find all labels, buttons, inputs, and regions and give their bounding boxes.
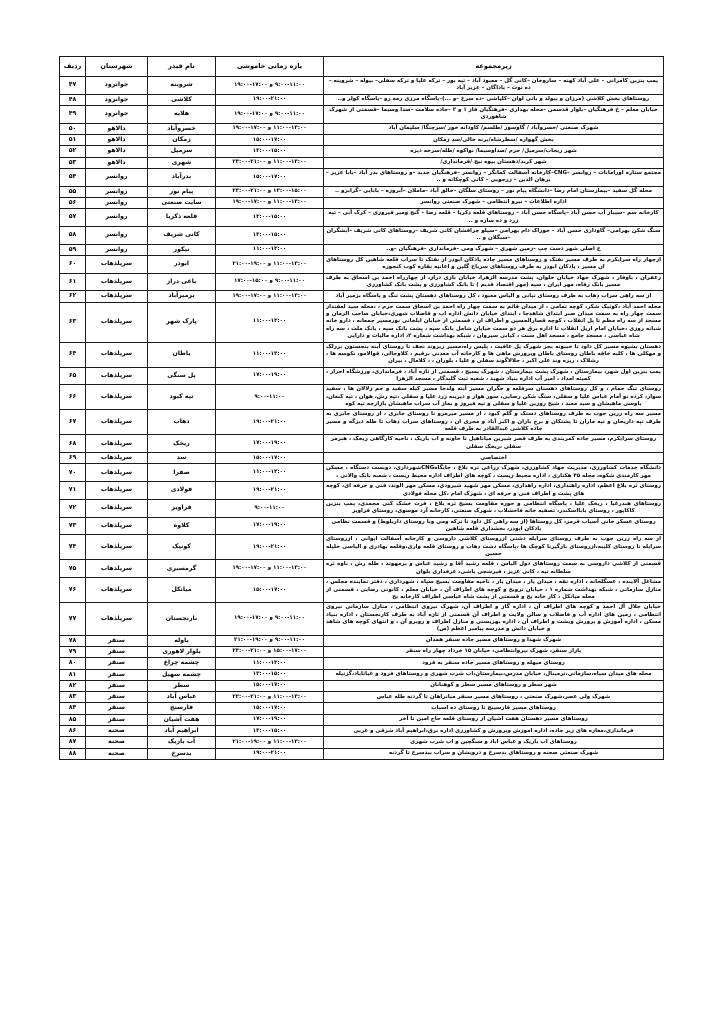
- cell-row-number: ۶۰: [60, 255, 86, 273]
- cell-time-range: ۱۵:۰۰-۱۷:۰۰: [216, 680, 324, 691]
- cell-row-number: ۴۷: [60, 77, 86, 95]
- cell-feeder-name: بدسرخ: [148, 748, 216, 759]
- cell-subset: شهر ریجاب/سرمیل/ حرم /صداوسیما/ نواکوه /طله/سرخه دیزه: [324, 146, 664, 157]
- cell-row-number: ۵۸: [60, 226, 86, 244]
- cell-time-range: ۹:۰۰-۱۱:۰۰: [216, 499, 324, 517]
- cell-feeder-name: ابوذر: [148, 255, 216, 273]
- cell-row-number: ۶۱: [60, 273, 86, 291]
- cell-subset: روستاهای بخش کلاشی (مرزان و بیولد و بانی لوان –کلیاشی –ده سرخ –و ...)–پاسگاه مرزی رمه رو –پاسگاه کولر و..: [324, 94, 664, 105]
- table-row: [60, 77, 664, 95]
- cell-time-range: ۱۵:۰۰-۱۷:۰۰: [216, 578, 324, 603]
- cell-county: روانسر: [86, 168, 148, 186]
- cell-feeder-name: عباس آباد: [148, 692, 216, 703]
- cell-subset: پمپ بنزین کامرانی – علی آباد کهنه – ساروخان –کانی گل – معبود آباد – تپه بور – ترکه علیا و ترکه سفلی– بیوله – شروینه – ده توت – باداگان – عزیز آباد: [324, 77, 664, 95]
- cell-row-number: ۷۳: [60, 517, 86, 535]
- cell-feeder-name: ابراهیم آباد: [148, 726, 216, 737]
- cell-feeder-name: قلعه ذکریا: [148, 209, 216, 227]
- cell-time-range: ۱۳:۰۰-۱۵:۰۰ و ۲۱:۰۰-۲۳:۰۰: [216, 186, 324, 197]
- table-row: [60, 186, 664, 197]
- table-row: [60, 94, 664, 105]
- cell-row-number: ۸۴: [60, 703, 86, 714]
- cell-feeder-name: کانی شریف: [148, 226, 216, 244]
- cell-feeder-name: سایت صنعتی: [148, 197, 216, 208]
- cell-county: صحنه: [86, 737, 148, 748]
- cell-feeder-name: نارنجستان: [148, 603, 216, 635]
- cell-county: جوانرود: [86, 94, 148, 105]
- cell-subset: شهر سطر و روستاهای مسیر سطر و کوهنانان: [324, 680, 664, 691]
- cell-feeder-name: سد: [148, 453, 216, 464]
- cell-time-range: ۱۷:۰۰-۱۹:۰۰: [216, 517, 324, 535]
- cell-subset: مسیر سه راه زرین جوب به طرف روستاهای دستک و گلم کبود ، از مسیر میرمرو تا روستای جابری ، از روستای جابری به طرف تپه داریخان و تپه ماران تا پشتکان و برج باران و اکبر آباد و مجری ان ، روستاهای سراب ذهاب تا طله دیزگه و مسیر جاده کلاشی عبدالقادر به طرف قلعه: [324, 410, 664, 435]
- cell-feeder-name: هفت آشیان: [148, 714, 216, 725]
- table-row: [60, 737, 664, 748]
- cell-row-number: ۷۷: [60, 603, 86, 635]
- table-row: [60, 157, 664, 168]
- cell-subset: محله گل سفید –بیمارستان امام رضا –دانشگاه پیام نور – روستای سلگان –خالق آباد –ماملان –آبروزه – بابایی –گرابرو ..: [324, 186, 664, 197]
- cell-time-range: ۱۱:۰۰-۱۳:۰۰ و ۱۹:۰۰-۲۱:۰۰: [216, 737, 324, 748]
- column-header-subset: زیرمجموعه: [324, 57, 664, 77]
- cell-row-number: ۵۵: [60, 186, 86, 197]
- cell-row-number: ۶۲: [60, 291, 86, 302]
- cell-row-number: ۵۷: [60, 209, 86, 227]
- cell-county: سرپلذهاب: [86, 517, 148, 535]
- table-row: [60, 197, 664, 208]
- cell-feeder-name: بلوار لاهوری: [148, 646, 216, 657]
- cell-feeder-name: خسروآباد: [148, 123, 216, 134]
- cell-time-range: ۱۱:۰۰-۱۳:۰۰ و ۱۷:۰۰-۱۹:۰۰: [216, 560, 324, 578]
- cell-subset: فرمانداری،مغازه های زیر جاده، اداره اموزش وپرورش و کشاورزی اداره برق،ابراهیم آباد شرقی و غربی: [324, 726, 664, 737]
- table-row: [60, 517, 664, 535]
- cell-feeder-name: کونیک: [148, 535, 216, 560]
- cell-row-number: ۵۴: [60, 168, 86, 186]
- cell-county: سرپلذهاب: [86, 291, 148, 302]
- cell-county: دالاهو: [86, 146, 148, 157]
- cell-row-number: ۶۴: [60, 342, 86, 367]
- cell-county: دالاهو: [86, 135, 148, 146]
- column-header-row-number: ردیف: [60, 57, 86, 77]
- cell-time-range: ۱۱:۰۰-۱۳:۰۰ و ۱۹:۰۰-۲۱:۰۰: [216, 255, 324, 273]
- cell-county: سرپلذهاب: [86, 255, 148, 273]
- cell-row-number: ۸۷: [60, 737, 86, 748]
- cell-subset: بخش گهواره /سطرشاه/برنه خالی/سد زمکان: [324, 135, 664, 146]
- cell-feeder-name: نیکور: [148, 244, 216, 255]
- cell-subset: خیابان جلال آل احمد و کوچه های اطراف آن ، اداره گاز و اطراف آن، شهرک نیروی انتظامی ، منازل سازمانی نیروی انتظامی ، زمین های اداره آب و فاضلاب و سالن ولایت و اطراف آن قسمتی از تازه آباد به طرف کارنجستان ، اداره بنیاد مسکن ، اداره آموزش و پرورش ویشت و اطراف آن ، اداره بهزیستی و منازل اطراف و روبرو آن ، و انتهای کوچه های شاهد و خیابان دانش و مدرسه پیامبر اعظم (ص): [324, 603, 664, 635]
- cell-time-range: ۱۵:۰۰-۱۷:۰۰: [216, 703, 324, 714]
- column-header-time-range: بازه زمانی خاموشی: [216, 57, 324, 77]
- cell-time-range: ۱۷:۰۰-۱۹:۰۰: [216, 714, 324, 725]
- cell-county: سرپلذهاب: [86, 482, 148, 500]
- cell-feeder-name: میانکل: [148, 578, 216, 603]
- cell-feeder-name: کلاشی: [148, 94, 216, 105]
- table-row: [60, 646, 664, 657]
- cell-row-number: ۷۱: [60, 482, 86, 500]
- cell-feeder-name: صفرا: [148, 464, 216, 482]
- table-row: [60, 123, 664, 134]
- cell-time-range: ۱۷:۰۰-۱۹:۰۰: [216, 435, 324, 453]
- cell-county: سرپلذهاب: [86, 435, 148, 453]
- cell-subset: شهرک ولی عصر،شهرک صنعتی ، روستاهای مسیر سنقر میانراهان تا گردنه طله عباس: [324, 692, 664, 703]
- cell-subset: مجتمع ستاره اورامانات – روانسر –CNG–کارخانه آسفالت کمانگر – روانسر –فرهنگیان جدید –و روستاهای بدر آباد –بابا عزیز – برهان الدین – زرجویی – کانی کوچکانه و ..: [324, 168, 664, 186]
- cell-county: سرپلذهاب: [86, 535, 148, 560]
- cell-county: سرپلذهاب: [86, 560, 148, 578]
- table-row: [60, 726, 664, 737]
- table-row: [60, 464, 664, 482]
- table-row: [60, 714, 664, 725]
- cell-time-range: ۱۱:۰۰-۱۳:۰۰: [216, 464, 324, 482]
- cell-feeder-name: پل سنگی: [148, 367, 216, 385]
- cell-row-number: ۸۱: [60, 669, 86, 680]
- cell-subset: کارخانه سم –سیباز آب حسن آباد –پاسگاه حسن آباد – روستاهای قلعه ذکریا – قلعه رضا – گنج ومیر فیروزی – کرک آبی – تپه زرد و ده سازه و ..: [324, 209, 664, 227]
- cell-row-number: ۶۶: [60, 385, 86, 410]
- cell-county: سرپلذهاب: [86, 499, 148, 517]
- cell-time-range: ۹:۰۰-۱۱:۰۰: [216, 385, 324, 410]
- cell-county: سرپلذهاب: [86, 603, 148, 635]
- table-row: [60, 226, 664, 244]
- cell-subset: خیابان معلم – خ فرهنگیان –بلوار قدسمن –محله بهداری –فرهنگیان فاز ۱ و ۲ –جاده سلامت –صدا وسیما –قسمتی از شهرک شاهوردی: [324, 106, 664, 124]
- cell-county: سرپلذهاب: [86, 342, 148, 367]
- cell-subset: دانشگاه خدمات کشاورزی، مدیریت جهاد کشاورزی، شهرک زراعی ثره بلاغ ، جایگاهCNGشهرداری، دوبست دستگاه ، مسکن مهر کارمندی شکوه، محله ۴۵ هکتاری ، اداره محیط زیست ، کوچه های اطراف اداره محیط زیست ، شعبه بانک والانی ،: [324, 464, 664, 482]
- table-row: [60, 367, 664, 385]
- cell-row-number: ۵۰: [60, 123, 86, 134]
- cell-feeder-name: پارک شهر: [148, 302, 216, 342]
- cell-feeder-name: شهری: [148, 157, 216, 168]
- cell-county: جوانرود: [86, 77, 148, 95]
- cell-county: سرپلذهاب: [86, 410, 148, 435]
- table-row: [60, 692, 664, 703]
- cell-subset: زعفران ، باوفار ، شهرک جهاد خیابان حلوان، پشت مدرسه الزهرا، خیابان بازی دراز، از چهارراه احمد بن اسحاق به طرف مسیر بانک رفاه، مهر ایران ، سپه (مهر اقتصاد قدیم ) تا بانک کشاورزی و پشت بانک کشاورزی: [324, 273, 664, 291]
- cell-time-range: ۱۹:۰۰-۲۱:۰۰: [216, 748, 324, 759]
- header-row: [60, 57, 664, 77]
- cell-subset: شهر کرند/دهستان بیوه نیج /فرمانداری/: [324, 157, 664, 168]
- table-row: [60, 560, 664, 578]
- cell-county: روانسر: [86, 226, 148, 244]
- cell-subset: اداره اطلاعات – نیرو انتظامی – شهرک صنعتی روانسر: [324, 197, 664, 208]
- table-row: [60, 658, 664, 669]
- cell-county: جوانرود: [86, 106, 148, 124]
- table-body: [60, 77, 664, 760]
- cell-time-range: ۱۱:۰۰-۱۳:۰۰ و ۱۷:۰۰-۱۹:۰۰: [216, 123, 324, 134]
- cell-time-range: ۱۹:۰۰-۲۱:۰۰: [216, 410, 324, 435]
- table-header: [60, 57, 664, 77]
- outage-schedule-table: [59, 56, 664, 760]
- cell-feeder-name: سرمیل: [148, 146, 216, 157]
- cell-feeder-name: فارسنج: [148, 703, 216, 714]
- cell-subset: پمپ بنزین اول شهر، بیمارستان ، شهرک پشت بیمارستان ، شهرک بسیج ، قسمتی از تازه آباد ، فرمانداری، ورزشگاه احرار ، کمیته امداد ، امیر آب اداره بنیاد شهید ، شعبه ثبت گلندگار ، مسجد الزهرا: [324, 367, 664, 385]
- cell-time-range: ۱۱:۰۰-۱۳:۰۰ و ۲۱:۰۰-۲۳:۰۰: [216, 692, 324, 703]
- cell-time-range: ۱۳:۰۰-۱۵:۰۰: [216, 726, 324, 737]
- cell-feeder-name: پیام نور: [148, 186, 216, 197]
- table-row: [60, 410, 664, 435]
- cell-feeder-name: آب باریک: [148, 737, 216, 748]
- cell-subset: سنگ شکن بهرامی– گاوداری حسن آباد – خوراک دام بهرامی –سیلو جرافشان کانی شریف –روستاهای کانی شریف –آبشگران –سنگلان و ..: [324, 226, 664, 244]
- table-row: [60, 482, 664, 500]
- cell-feeder-name: باطان: [148, 342, 216, 367]
- table-row: [60, 135, 664, 146]
- cell-county: سرپلذهاب: [86, 453, 148, 464]
- cell-row-number: ۷۵: [60, 560, 86, 578]
- table-row: [60, 435, 664, 453]
- cell-county: سرپلذهاب: [86, 578, 148, 603]
- table-row: [60, 603, 664, 635]
- table-row: [60, 635, 664, 646]
- cell-feeder-name: تپه کبود: [148, 385, 216, 410]
- cell-feeder-name: ریخک: [148, 435, 216, 453]
- cell-county: سنقر: [86, 658, 148, 669]
- cell-time-range: ۱۱:۰۰-۱۳:۰۰ و ۲۱:۰۰-۲۳:۰۰: [216, 157, 324, 168]
- cell-time-range: ۱۱:۰۰-۱۳:۰۰ و ۱۷:۰۰-۱۹:۰۰: [216, 291, 324, 302]
- cell-feeder-name: کلاوه: [148, 517, 216, 535]
- cell-feeder-name: فولادی: [148, 482, 216, 500]
- table-row: [60, 291, 664, 302]
- table-row: [60, 209, 664, 227]
- cell-row-number: ۵۶: [60, 197, 86, 208]
- cell-time-range: ۱۳:۰۰-۱۵:۰۰: [216, 146, 324, 157]
- table-row: [60, 244, 664, 255]
- cell-subset: اختصاصی: [324, 453, 664, 464]
- cell-county: صحنه: [86, 748, 148, 759]
- cell-row-number: ۶۸: [60, 435, 86, 453]
- cell-county: دالاهو: [86, 157, 148, 168]
- cell-subset: شهرک شهدا و روستاهای مسیر جاده سنقر همدان: [324, 635, 664, 646]
- cell-row-number: ۶۷: [60, 410, 86, 435]
- cell-row-number: ۸۰: [60, 658, 86, 669]
- table-row: [60, 302, 664, 342]
- table-row: [60, 578, 664, 603]
- cell-time-range: ۱۳:۰۰-۱۵:۰۰: [216, 209, 324, 227]
- cell-subset: روستای عسکر خانی آسیاب قرمز، کل روستاها (از سه راهی کل داود تا ترکه ومی ونا روستای داربلوط) و قسمت نظامی یادکان ابوذر، بخشداری قلعه شاهین: [324, 517, 664, 535]
- table-row: [60, 255, 664, 273]
- cell-county: سنقر: [86, 692, 148, 703]
- cell-feeder-name: فراویز: [148, 499, 216, 517]
- cell-row-number: ۷۴: [60, 535, 86, 560]
- cell-subset: ازچهار راه سرایکرم به طرف مسیر نفتک و روستاهای مسیر جاده یادکان ابوذر از نفتک تا سراب قلعه شاهین کل روستاهای ان مسیر ، یادکان ابوذر به طرف روستاهای سرباخ گلین و اعانیه نقاره کوب کنجوره: [324, 255, 664, 273]
- cell-time-range: ۱۹:۰۰-۲۱:۰۰: [216, 482, 324, 500]
- cell-time-range: ۱۱:۰۰-۱۳:۰۰: [216, 342, 324, 367]
- cell-time-range: ۱۵:۰۰-۱۷:۰۰: [216, 453, 324, 464]
- cell-county: سرپلذهاب: [86, 385, 148, 410]
- cell-county: سرپلذهاب: [86, 464, 148, 482]
- cell-county: روانسر: [86, 197, 148, 208]
- cell-subset: روستاهای مسیر فارسینج تا روستای ده اسیاب: [324, 703, 664, 714]
- table-row: [60, 146, 664, 157]
- cell-row-number: ۸۶: [60, 726, 86, 737]
- table-row: [60, 273, 664, 291]
- cell-time-range: ۱۳:۰۰-۱۵:۰۰: [216, 669, 324, 680]
- cell-subset: روستاهای مسیر دهستان هفت اشیان از روستای قلعه حاج امین تا آخر: [324, 714, 664, 725]
- column-header-county: شهرستان: [86, 57, 148, 77]
- cell-row-number: ۵۹: [60, 244, 86, 255]
- cell-time-range: ۱۱:۰۰-۱۳:۰۰: [216, 302, 324, 342]
- cell-subset: روستای ثره بلاغ اعظم، اداره راهنداری، اداره راهداری، مسکن مهر شهید شیرودی، مسکن مهر الوند، فنی و حرفه ای، کوچه های پشت و اطراف فنی و حرفه ای ، شهرک امام ،کل محله فولادی: [324, 482, 664, 500]
- cell-county: سرپلذهاب: [86, 273, 148, 291]
- table-row: [60, 168, 664, 186]
- cell-row-number: ۷۰: [60, 464, 86, 482]
- cell-time-range: ۹:۰۰-۱۱:۰۰ و ۱۷:۰۰-۱۹:۰۰: [216, 106, 324, 124]
- cell-subset: محله های میدان سپاه،سازمانی،ترمینال، خیابان مدرس،بیمارستان،اب شرب شهری و روستاهای فرود و غیاثاباد،گزنیله: [324, 669, 664, 680]
- cell-row-number: ۵۳: [60, 157, 86, 168]
- cell-subset: روستاهای هندرغیا ، ریخک علیا ، پاسگاه انتظامی و حوزه مقاومت بسیج ثره بلاغ ، فرت خشک کنی محمدی، پمپ بنزین کاکاپور ، روستای بابااسکندر، تصفیه خانه فاخشلاب ، شهرک صنعتی، کارخانه آرد موسوی، روستای فراویز: [324, 499, 664, 517]
- cell-county: سرپلذهاب: [86, 367, 148, 385]
- cell-subset: قسمتی از کلاشی داروسی به سمت روستاهای دول الیاس ، قلعه رشید آقا و رشید عباس و برمهوند ، طله رش ، ناوه ثره سلطانه تپه ، کانی عزیز ، فیرشجی باشی، عرفداری بلوان: [324, 560, 664, 578]
- cell-subset: خ اصلی شهر دست چپ –زمین شهری – شهرک ومی –فرمانداری –فرهنگیان –و..: [324, 244, 664, 255]
- cell-time-range: ۱۹:۰۰-۲۱:۰۰: [216, 535, 324, 560]
- table-row: [60, 499, 664, 517]
- table-row: [60, 669, 664, 680]
- cell-row-number: ۸۵: [60, 714, 86, 725]
- cell-time-range: ۹:۰۰-۱۱:۰۰ و ۱۵:۰۰-۱۷:۰۰: [216, 273, 324, 291]
- cell-subset: از سه راهی سراب ذهاب به طرف روستای تپانی و الیاس معبود ، کل روستاهای دهستان پشت تنگ و پاسگاه بزمیر آباد: [324, 291, 664, 302]
- cell-time-range: ۱۱:۰۰-۱۳:۰۰ و ۱۷:۰۰-۱۹:۰۰: [216, 197, 324, 208]
- cell-county: سنقر: [86, 646, 148, 657]
- cell-subset: مشاغل آلاینده ، عسگلخانه ، اداره نقه ، میدان یار ، میدان یار ، ناحیه مقاومت بسیج سپاه ، شهرداری ، دفتر نماینده مجلس ، منازل سازمانی ، شبکه بهداشت شماره ۱ ، خیابان تروبح و کوچه های اطراف آن ، خیابان معلم ، کانونی رضایی ، قسمتی از محله میانکل ، کار خانه یخ و قسمتی از پشت شاه عباسی اطراف کارخانه یخ: [324, 578, 664, 603]
- column-header-feeder-name: نام فیدر: [148, 57, 216, 77]
- cell-subset: روستای سرایکرم، مسیر جاده کمربندی به طرف قصر شیرین میاناهیل تا خاونه و اب باریک ، ناحیه کارگاهی ریخک ، هنرمر سفلی ،ریخک سفلی: [324, 435, 664, 453]
- cell-subset: محله احمد آباد ،کوثیک شکر، کوچه تمامی ، از میدان قائم به سمت چهار راه احمد بن اسحاق سمت حرم ، ،محله سید لعفنداز سمت چهار راه به سمت میدان صبر ابتدای شاهدجا ، ابتدای خیابان دانش اداره اب و قاضلاب شهری،خیابان صاحب الزمان و مسجد از سه راه مظم تا پل انقلاب ، کوچه قصارالحسین و اطراف ان ، قسمتی از خیابان ایلخانی بورمسیر جمعانه ، دارو خانه شبانه روزی ،خیابان امام ازیل انقلاب تا اداره برق هر دو سمت خیابان شامل بانک سپه ، پشت بانک سپه ، بانک ملت ، سه راه شاه عباسی ، مسجد جامع ، مسجد اهل سنت ، کیابی سیروان ، شبکه بهداشت شماره ۲، اداره مالیات و دارایی: [324, 302, 664, 342]
- cell-subset: روستای تنگ حمام ، و کل روستاهای دهستان سرفلعه و جگران مسیر آبته ولدجا مسیر کیله سفید و جم زلالان ها ، سفید سوار، کرده نو آمام عباس علیا و سفلی، سنگ شکن رضایی، سور هوار و دیرینه زرد علیا و سفلی ،تپه رش، هوان ، تپه کنعان، باوسی ماهیشان و سید معبد ، شیخ روزین علیا و سفلی و تپه فیروز و بماز آب سراب ماهیشان بازارجه تپه کوه: [324, 385, 664, 410]
- cell-feeder-name: چشمه سهیل: [148, 669, 216, 680]
- cell-row-number: ۸۳: [60, 692, 86, 703]
- table-row: [60, 748, 664, 759]
- cell-time-range: ۱۵:۰۰-۱۷:۰۰: [216, 168, 324, 186]
- cell-subset: شهرک صنعتی صحنه و روستاهای بدسرخ و درویشان و سراب بیدسرخ تا گردنه: [324, 748, 664, 759]
- table-row: [60, 680, 664, 691]
- cell-subset: دهستان بشیوه مسیر کل داود تا خیبونه بجز شهرک پل عافیت ، پلیس راه،مسیر ریزوند نجف تا روستای آینه بنجستون برزلک و مهکلی ها ، کلبه خاقه باطان روستای باطان وپرورش ماهی ها و کارخانه آب معدنی برقیم ، کلاوجالی، قوالامو، نکوسه ها ، رشلاک ، ریزه وند علی اکبر ، جلالاگوند سفلی و علیا ، بلوران ، ، کلامال ، بیران: [324, 342, 664, 367]
- table-row: [60, 703, 664, 714]
- cell-row-number: ۶۳: [60, 302, 86, 342]
- cell-time-range: ۱۷:۰۰-۱۹:۰۰: [216, 367, 324, 385]
- cell-time-range: ۱۱:۰۰-۱۳:۰۰: [216, 244, 324, 255]
- cell-feeder-name: هلایه: [148, 106, 216, 124]
- cell-county: روانسر: [86, 244, 148, 255]
- cell-subset: روستای میهله و روستاهای مسیر جاده سنقر به فرود: [324, 658, 664, 669]
- cell-subset: شهرک صنعتی /خسروآباد / گاوسور /طلسم/ کاودانه خور /سرچنگا/ سلیمان آباد: [324, 123, 664, 134]
- table-row: [60, 106, 664, 124]
- table-row: [60, 385, 664, 410]
- cell-feeder-name: باغی دراز: [148, 273, 216, 291]
- cell-subset: بازار سنقر، شهرک نیروانتظامی، خیابان ۱۵ خرداد چهار راه سنقر: [324, 646, 664, 657]
- cell-row-number: ۴۸: [60, 94, 86, 105]
- cell-row-number: ۶۵: [60, 367, 86, 385]
- cell-county: سنقر: [86, 714, 148, 725]
- cell-time-range: ۱۵:۰۰-۱۷:۰۰: [216, 135, 324, 146]
- cell-row-number: ۶۹: [60, 453, 86, 464]
- cell-row-number: ۸۸: [60, 748, 86, 759]
- cell-feeder-name: شروینه: [148, 77, 216, 95]
- cell-row-number: ۷۲: [60, 499, 86, 517]
- cell-county: سنقر: [86, 703, 148, 714]
- cell-row-number: ۷۸: [60, 635, 86, 646]
- cell-time-range: ۹:۰۰-۱۱:۰۰ و ۱۷:۰۰-۱۹:۰۰: [216, 77, 324, 95]
- cell-feeder-name: زمکان: [148, 135, 216, 146]
- cell-time-range: ۹:۰۰-۱۱:۰۰ و ۱۹:۰۰-۲۱:۰۰: [216, 635, 324, 646]
- table-row: [60, 535, 664, 560]
- cell-subset: روستاهای اب باریک و عباس اباد و سنگچین و اب شرب شهری: [324, 737, 664, 748]
- cell-time-range: ۹:۰۰-۱۱:۰۰ و ۱۷:۰۰-۱۹:۰۰: [216, 603, 324, 635]
- cell-county: روانسر: [86, 186, 148, 197]
- cell-row-number: ۷۹: [60, 646, 86, 657]
- cell-subset: از سه راه زرین جوب به طرف روستای سرایله دشتی ازروستای کلاشی داروسی و کارخانه آسفالت ایوانی ، ازروستای سرایله تا روستای کلینه،ازروستای بازگیرنا کوچک ها ،پاسگاه دشت ذهاب و روستای قلعه واری،وقلعه بهادری و الیاسی خلیله حسین: [324, 535, 664, 560]
- cell-time-range: ۱۱:۰۰-۱۳:۰۰: [216, 658, 324, 669]
- cell-row-number: ۸۲: [60, 680, 86, 691]
- cell-county: روانسر: [86, 209, 148, 227]
- table-row: [60, 453, 664, 464]
- cell-row-number: ۴۹: [60, 106, 86, 124]
- cell-county: صحنه: [86, 726, 148, 737]
- cell-county: سنقر: [86, 669, 148, 680]
- table-row: [60, 342, 664, 367]
- cell-feeder-name: سطر: [148, 680, 216, 691]
- cell-county: سرپلذهاب: [86, 302, 148, 342]
- cell-feeder-name: بزمیرآباد: [148, 291, 216, 302]
- cell-feeder-name: چشمه چراغ: [148, 658, 216, 669]
- cell-time-range: ۱۵:۰۰-۱۷:۰۰ و ۲۱:۰۰-۲۳:۰۰: [216, 646, 324, 657]
- cell-feeder-name: باوله: [148, 635, 216, 646]
- cell-feeder-name: ذهاب: [148, 410, 216, 435]
- cell-feeder-name: بدرآباد: [148, 168, 216, 186]
- cell-county: سنقر: [86, 635, 148, 646]
- cell-time-range: ۱۳:۰۰-۱۵:۰۰: [216, 226, 324, 244]
- cell-time-range: ۱۹:۰۰-۲۱:۰۰: [216, 94, 324, 105]
- cell-row-number: ۷۶: [60, 578, 86, 603]
- cell-feeder-name: گرمسیری: [148, 560, 216, 578]
- cell-row-number: ۵۲: [60, 146, 86, 157]
- cell-county: دالاهو: [86, 123, 148, 134]
- cell-county: سنقر: [86, 680, 148, 691]
- cell-row-number: ۵۱: [60, 135, 86, 146]
